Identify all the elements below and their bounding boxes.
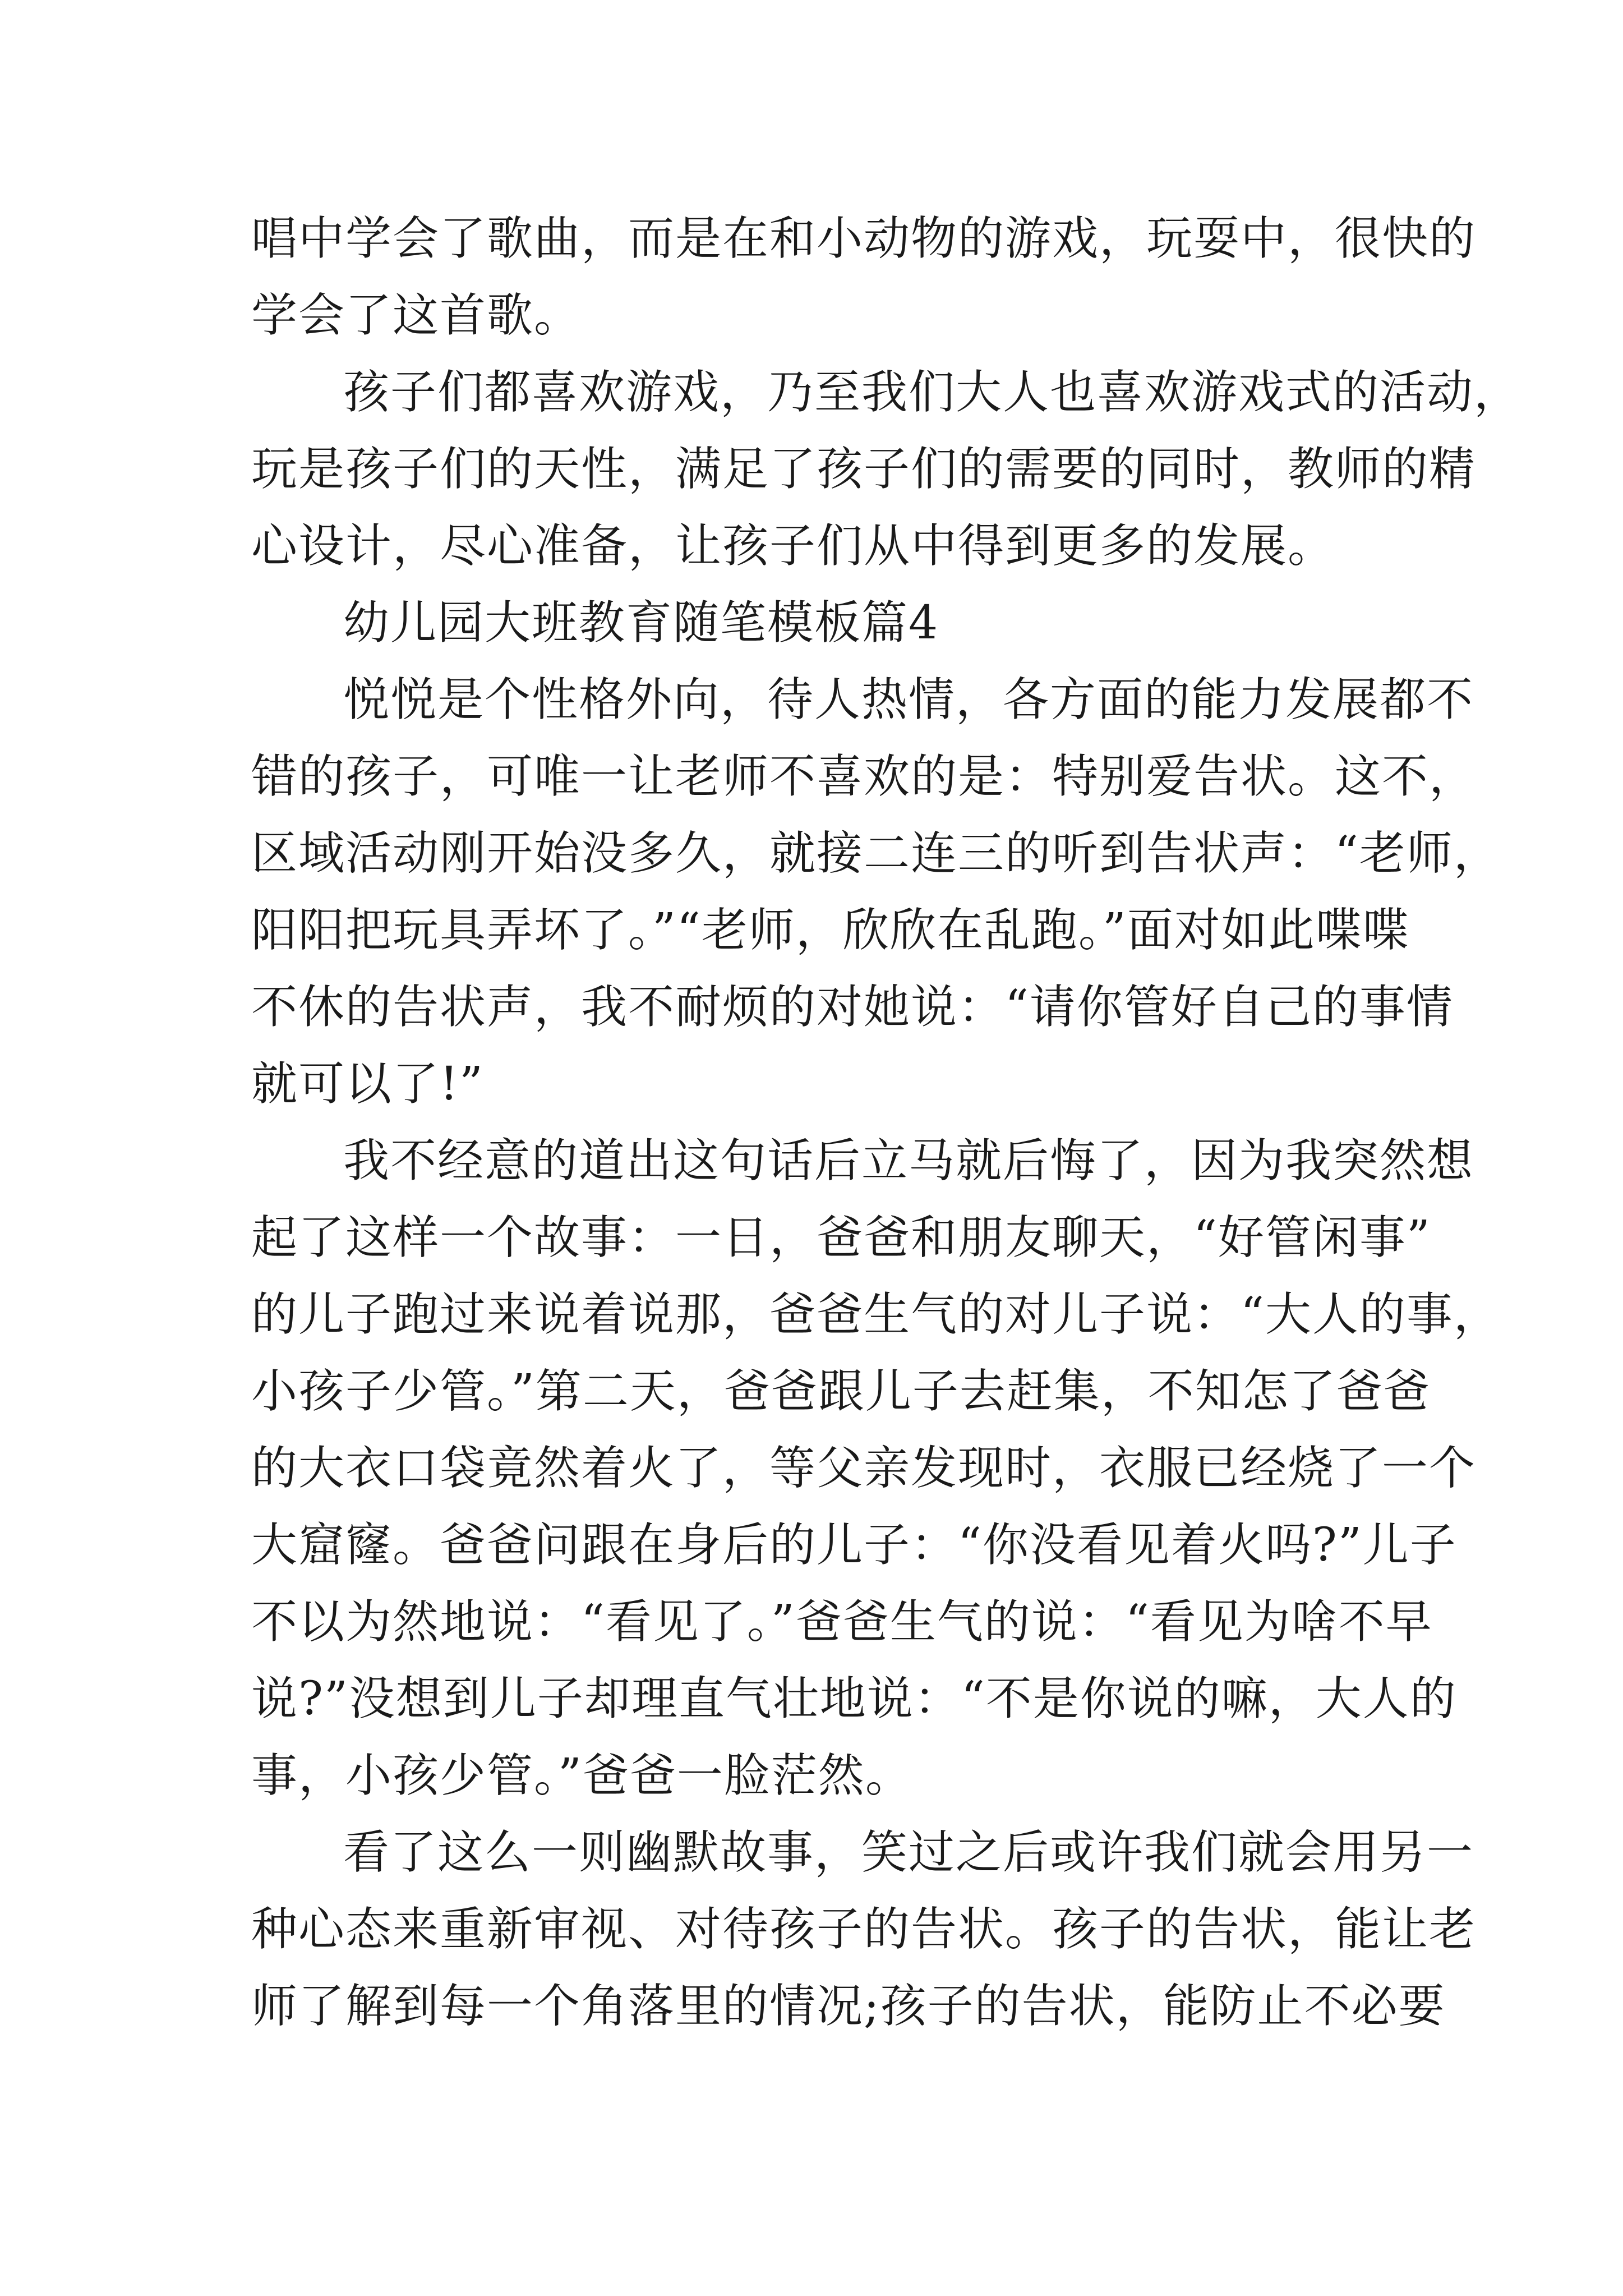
body-line-15: 的儿子跑过来说着说那，爸爸生气的对儿子说：“大人的事， xyxy=(251,1288,1501,1341)
body-line-2: 学会了这首歌。 xyxy=(251,289,582,342)
body-line-11: 不休的告状声，我不耐烦的对她说：“请你管好自己的事情 xyxy=(251,981,1454,1034)
body-line-21: 事，小孩少管。”爸爸一脸茫然。 xyxy=(251,1749,912,1802)
body-line-17: 的大衣口袋竟然着火了，等父亲发现时，衣服已经烧了一个 xyxy=(251,1442,1477,1495)
paragraph-start-line: 看了这么一则幽默故事，笑过之后或许我们就会用另一 xyxy=(343,1826,1474,1879)
paragraph-start-line: 悦悦是个性格外向，待人热情，各方面的能力发展都不 xyxy=(343,673,1474,726)
paragraph-start-line: 孩子们都喜欢游戏，乃至我们大人也喜欢游戏式的活动， xyxy=(343,366,1521,419)
section-heading: 幼儿园大班教育随笔模板篇4 xyxy=(343,596,939,650)
body-line-5: 心设计，尽心准备，让孩子们从中得到更多的发展。 xyxy=(251,519,1335,573)
document-body xyxy=(251,200,1521,2045)
body-line-14: 起了这样一个故事：一日，爸爸和朋友聊天，“好管闲事” xyxy=(251,1211,1431,1264)
body-line-23: 种心态来重新审视、对待孩子的告状。孩子的告状，能让老 xyxy=(251,1903,1477,1956)
body-line-4: 玩是孩子们的天性，满足了孩子们的需要的同时，教师的精 xyxy=(251,443,1477,496)
body-line-24: 师了解到每一个角落里的情况;孩子的告状，能防止不必要 xyxy=(251,1980,1446,2033)
body-line-1: 唱中学会了歌曲，而是在和小动物的游戏，玩耍中，很快的 xyxy=(251,212,1477,265)
body-line-9: 区域活动刚开始没多久，就接二连三的听到告状声：“老师， xyxy=(251,827,1501,880)
body-line-8: 错的孩子，可唯一让老师不喜欢的是：特别爱告状。这不， xyxy=(251,750,1477,803)
body-line-12: 就可以了!” xyxy=(251,1057,484,1111)
paragraph-start-line: 我不经意的道出这句话后立马就后悔了，因为我突然想 xyxy=(343,1134,1474,1188)
body-line-18: 大窟窿。爸爸问跟在身后的儿子：“你没看见着火吗?”儿子 xyxy=(251,1519,1457,1572)
body-line-16: 小孩子少管。”第二天，爸爸跟儿子去赶集，不知怎了爸爸 xyxy=(251,1365,1431,1418)
body-line-10: 阳阳把玩具弄坏了。”“老师，欣欣在乱跑。”面对如此喋喋 xyxy=(251,904,1410,957)
body-line-19: 不以为然地说：“看见了。”爸爸生气的说：“看见为啥不早 xyxy=(251,1595,1433,1649)
body-line-20: 说?”没想到儿子却理直气壮地说：“不是你说的嘛，大人的 xyxy=(251,1672,1457,1726)
